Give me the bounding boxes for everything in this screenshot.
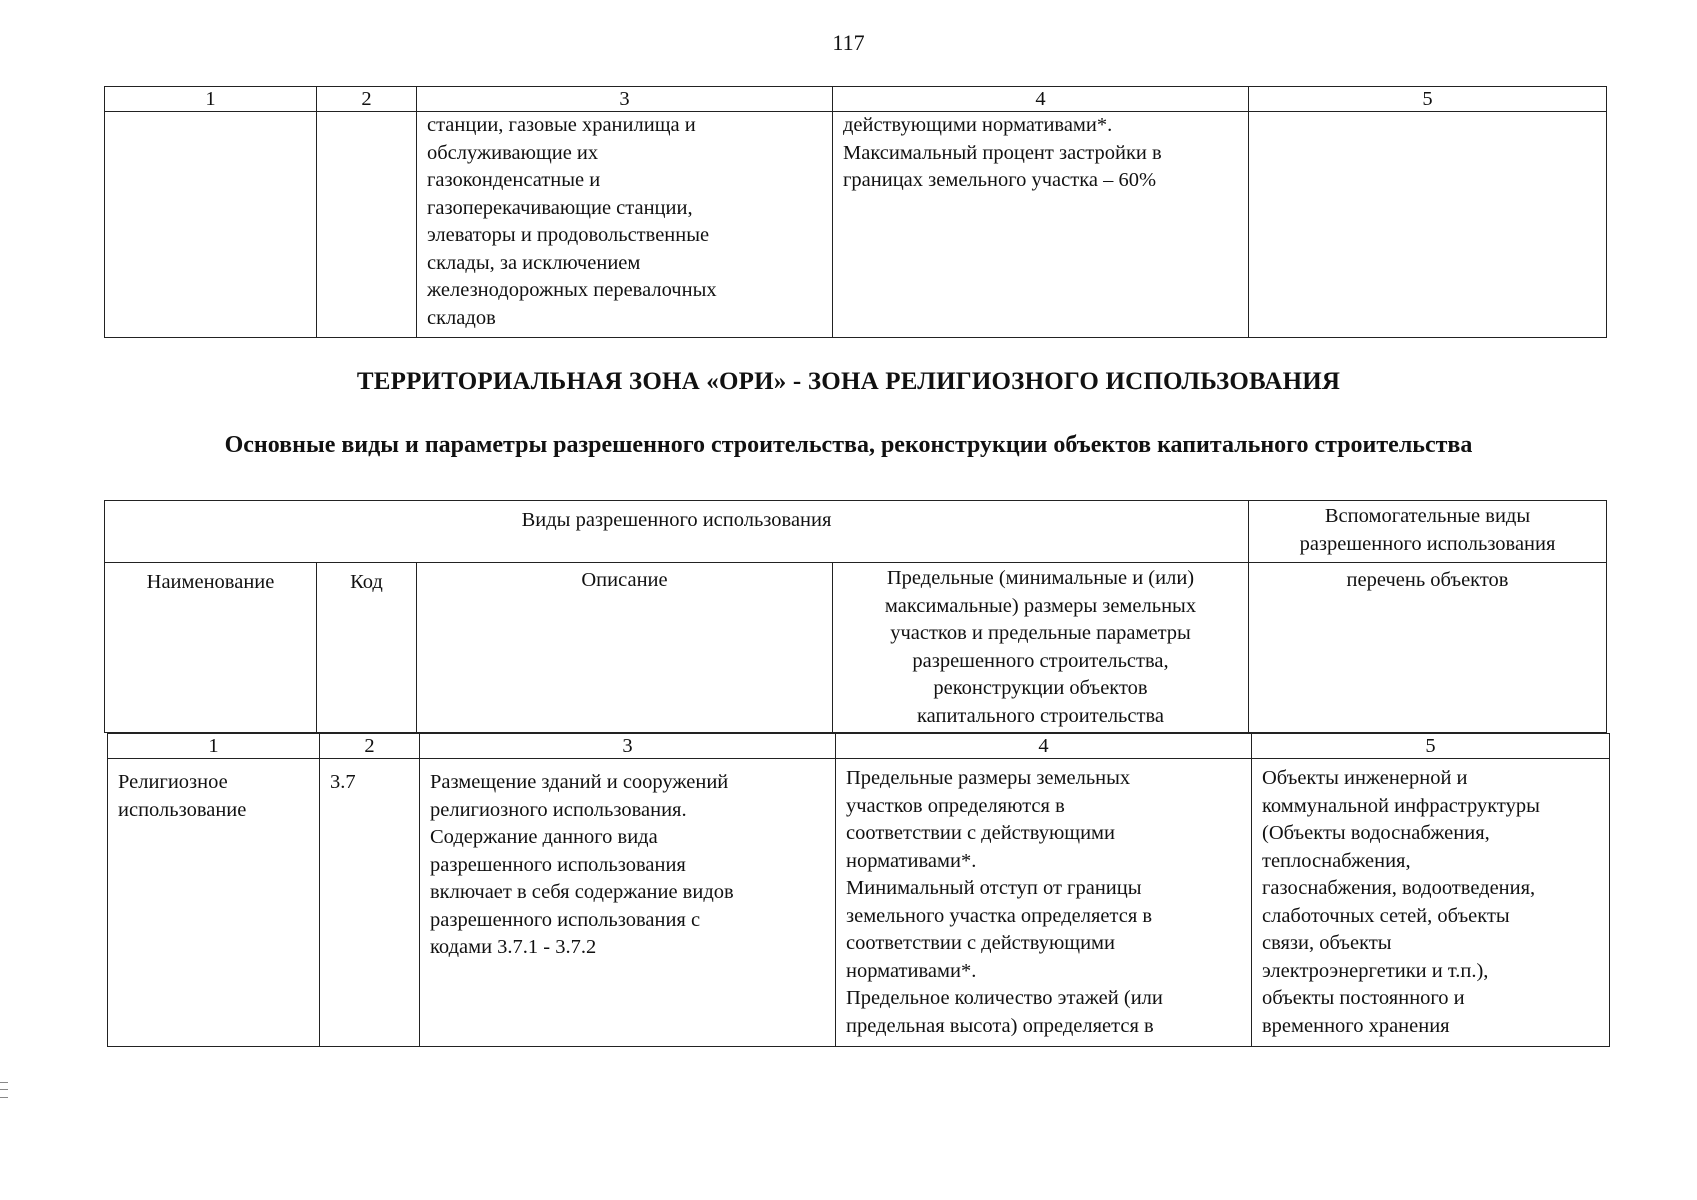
col-number: 3 — [417, 87, 833, 112]
zone-title: ТЕРРИТОРИАЛЬНАЯ ЗОНА «ОРИ» - ЗОНА РЕЛИГИОЗНОГО ИСПОЛЬЗОВАНИЯ — [356, 368, 1341, 395]
col-number: 1 — [105, 87, 317, 112]
page-number: 117 — [832, 30, 865, 55]
col-number: 3 — [420, 734, 836, 759]
continuation-table — [104, 86, 1607, 338]
header-group-aux: Вспомогательные виды разрешенного использования — [1249, 501, 1607, 563]
cell-parameters: действующими нормативами*. Максимальный процент застройки в границах земельного участка – 60% — [833, 112, 1249, 338]
header-code: Код — [317, 563, 417, 733]
main-table-header — [104, 500, 1607, 733]
col-number: 5 — [1249, 87, 1607, 112]
cell-auxiliary — [1249, 112, 1607, 338]
header-auxiliary: перечень объектов — [1249, 563, 1607, 733]
cell-parameters: Предельные размеры земельных участков определяются в соответствии с действующими нормативами*. Минимальный отступ от границы земельного участка определяется в соответствии с действующими нормативами*. Предельное количество этажей (или предельная высота) определяется в — [836, 759, 1252, 1047]
cell-name: Религиозное использование — [108, 759, 320, 1047]
scan-margin-mark — [0, 1082, 8, 1098]
cell-description: Размещение зданий и сооружений религиозного использования. Содержание данного вида разрешенного использования включает в себя содержание видов разрешенного использования с кодами 3.7.1 - 3.7.2 — [420, 759, 836, 1047]
table-row — [108, 759, 1610, 1047]
cell-code: 3.7 — [320, 759, 420, 1047]
column-number-row — [108, 734, 1610, 759]
column-number-row — [105, 87, 1607, 112]
cell-auxiliary: Объекты инженерной и коммунальной инфраструктуры (Объекты водоснабжения, теплоснабжения, газоснабжения, водоотведения, слаботочных сетей, объекты связи, объекты электроэнергетики и т.п.), объекты постоянного и временного хранения — [1252, 759, 1610, 1047]
col-number: 2 — [320, 734, 420, 759]
table-row — [105, 112, 1607, 338]
cell-code — [317, 112, 417, 338]
col-number: 4 — [836, 734, 1252, 759]
col-number: 1 — [108, 734, 320, 759]
col-number: 2 — [317, 87, 417, 112]
main-table-body — [107, 733, 1610, 1047]
section-title: Основные виды и параметры разрешенного строительства, реконструкции объектов капитального строительства — [224, 432, 1473, 458]
cell-description: станции, газовые хранилища и обслуживающие их газоконденсатные и газоперекачивающие станции, элеваторы и продовольственные склады, за исключением железнодорожных перевалочных складов — [417, 112, 833, 338]
header-description: Описание — [417, 563, 833, 733]
header-parameters: Предельные (минимальные и (или) максимальные) размеры земельных участков и предельные параметры разрешенного строительства, реконструкции объектов капитального строительства — [833, 563, 1249, 733]
col-number: 5 — [1252, 734, 1610, 759]
col-number: 4 — [833, 87, 1249, 112]
header-group-main: Виды разрешенного использования — [105, 501, 1249, 563]
header-name: Наименование — [105, 563, 317, 733]
cell-name — [105, 112, 317, 338]
